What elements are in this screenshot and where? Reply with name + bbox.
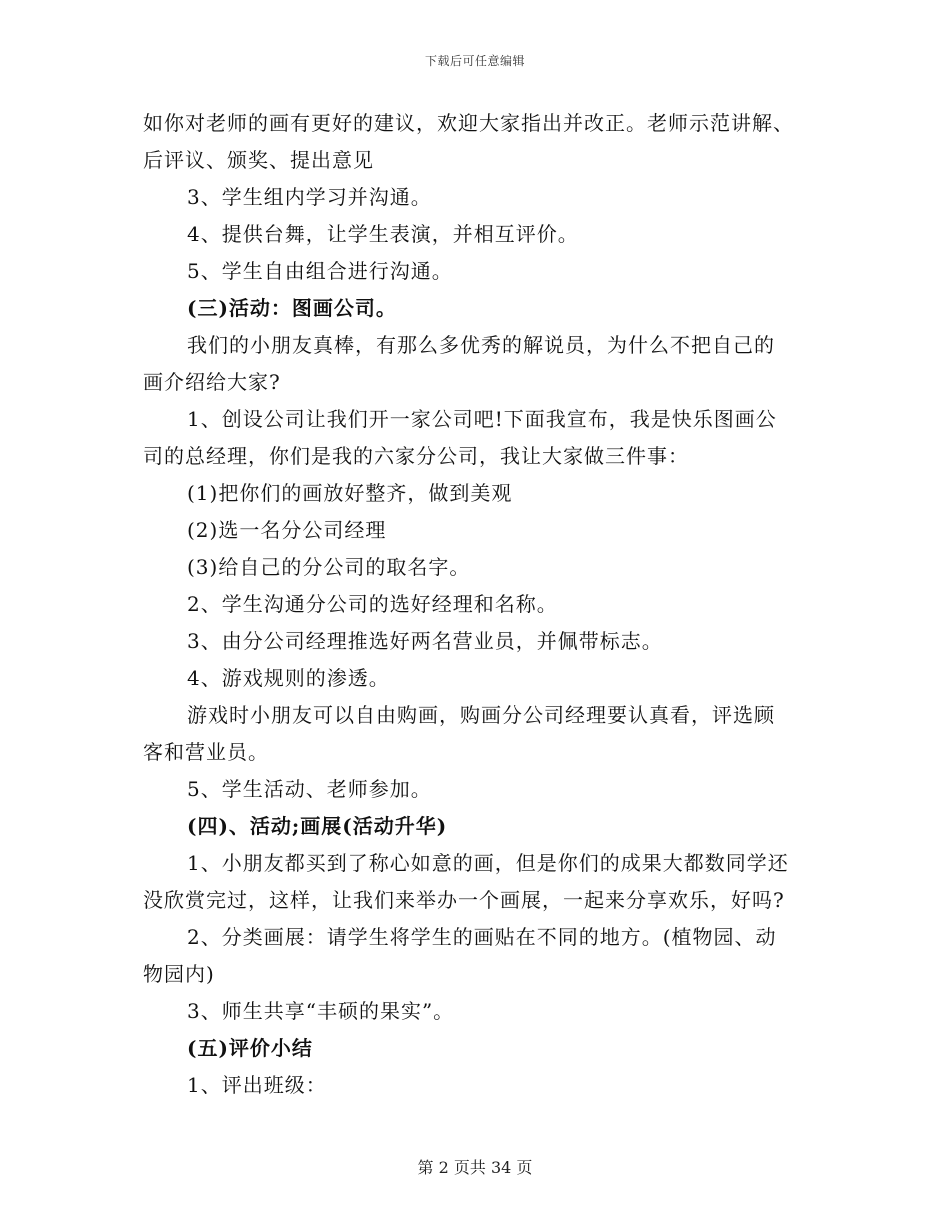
paragraph-line: 客和营业员。: [143, 740, 269, 764]
paragraph-line: 后评议、颁奖、提出意见: [143, 148, 374, 172]
paragraph-line: 如你对老师的画有更好的建议，欢迎大家指出并改正。老师示范讲解、: [143, 111, 794, 135]
list-item: 1、评出班级：: [187, 1073, 327, 1097]
list-item: 5、学生自由组合进行沟通。: [187, 259, 453, 283]
sub-list-item: (1)把你们的画放好整齐，做到美观: [187, 481, 513, 505]
paragraph-line: 物园内): [143, 962, 215, 986]
list-item: 3、师生共享“丰硕的果实”。: [187, 999, 455, 1023]
paragraph-line: 游戏时小朋友可以自由购画，购画分公司经理要认真看，评选顾: [187, 703, 775, 727]
section-heading: (三)活动：图画公司。: [187, 296, 397, 320]
sub-list-item: (2)选一名分公司经理: [187, 518, 387, 542]
sub-list-item: (3)给自己的分公司的取名字。: [187, 555, 471, 579]
section-heading: (四)、活动;画展(活动升华): [187, 814, 448, 838]
list-item: 3、学生组内学习并沟通。: [187, 185, 432, 209]
list-item: 3、由分公司经理推选好两名营业员，并佩带标志。: [187, 629, 663, 653]
list-item: 2、学生沟通分公司的选好经理和名称。: [187, 592, 558, 616]
paragraph-line: 没欣赏完过，这样，让我们来举办一个画展，一起来分享欢乐，好吗?: [143, 888, 785, 912]
list-item: 1、小朋友都买到了称心如意的画，但是你们的成果大都数同学还: [187, 851, 789, 875]
list-item: 5、学生活动、老师参加。: [187, 777, 432, 801]
list-item: 1、创设公司让我们开一家公司吧!下面我宣布，我是快乐图画公: [187, 407, 777, 431]
page-header-note: 下载后可任意编辑: [424, 54, 525, 68]
section-heading: (五)评价小结: [187, 1036, 313, 1060]
document-body: [143, 105, 808, 1104]
paragraph-line: 司的总经理，你们是我的六家分公司，我让大家做三件事：: [143, 444, 689, 468]
list-item: 4、提供台舞，让学生表演，并相互评价。: [187, 222, 579, 246]
paragraph-line: 画介绍给大家?: [143, 370, 281, 394]
paragraph-line: 我们的小朋友真棒，有那么多优秀的解说员，为什么不把自己的: [187, 333, 775, 357]
list-item: 4、游戏规则的渗透。: [187, 666, 390, 690]
page-number: 第 2 页共 34 页: [417, 1158, 533, 1177]
list-item: 2、分类画展：请学生将学生的画贴在不同的地方。(植物园、动: [187, 925, 777, 949]
